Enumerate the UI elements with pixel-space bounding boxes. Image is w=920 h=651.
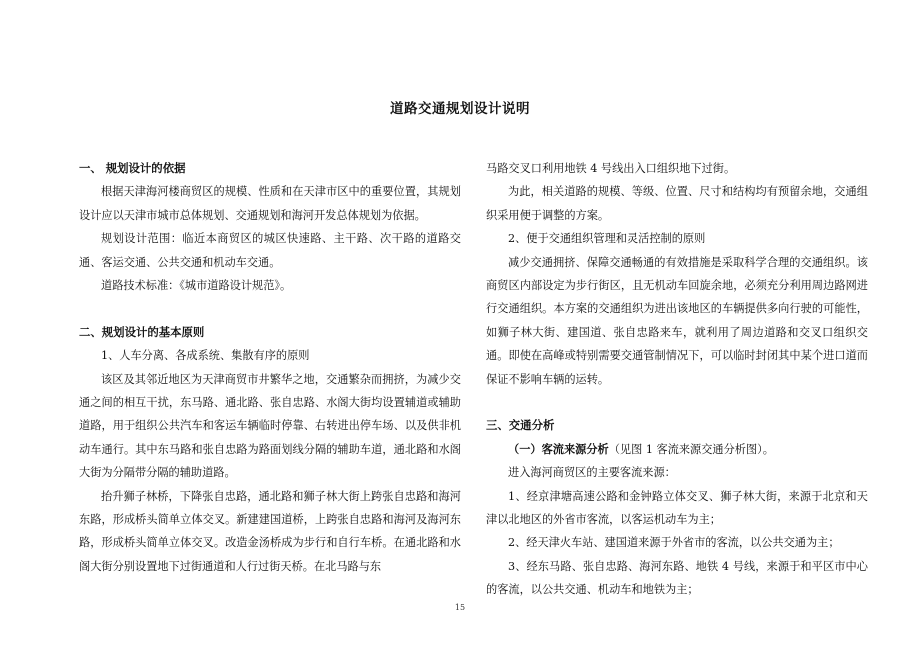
spacer [79, 297, 461, 320]
paragraph: 1、人车分离、各成系统、集散有序的原则 [101, 349, 310, 363]
paragraph: 抬升狮子林桥，下降张自忠路，通北路和狮子林大街上跨张自忠路和海河东路，形成桥头简单立体交叉。新建建国道桥，上跨张自忠路和海河及海河东路，形成桥头简单立体交叉。改造金汤桥成为步行和自行车桥。在通北路和水阁大街分别设置地下过街通道和人行过街天桥。在北马路与东 [79, 489, 461, 573]
subsection-title: （一）客流来源分析 [508, 442, 609, 456]
spacer [486, 391, 868, 414]
paragraph: 1、经京津塘高速公路和金钟路立体交叉、狮子林大街，来源于北京和天津以北地区的外省市客流，以客运机动车为主； [486, 489, 868, 527]
subsection-heading [486, 438, 868, 461]
subsection-note: （见图 1 客流来源交通分析图）。 [608, 442, 774, 456]
paragraph: 该区及其邻近地区为天津商贸市井繁华之地，交通繁杂而拥挤，为减少交通之间的相互干扰，东马路、通北路、张自忠路、水阁大街均设置辅道或辅助道路，用于组织公共汽车和客运车辆临时停靠、右转进出停车场、以及供非机动车通行。其中东马路和张自忠路为路面划线分隔的辅助车道，通北路和水阁大街为分隔带分隔的辅助道路。 [79, 372, 461, 480]
paragraph: 3、经东马路、张自忠路、海河东路、地铁 4 号线，来源于和平区市中心的客流，以公共交通、机动车和地铁为主； [486, 559, 868, 597]
paragraph: 道路技术标准：《城市道路设计规范》。 [101, 279, 292, 293]
paragraph: 减少交通拥挤、保障交通畅通的有效措施是采取科学合理的交通组织。该商贸区内部设定为步行街区，且无机动车回旋余地，必须充分利用周边路网进行交通组织。本方案的交通组织为进出该地区的车辆提供多向行驶的可能性，如狮子林大街、建国道、张自忠路来车，就利用了周边道路和交叉口组织交通。即使在高峰或特别需要交通管制情况下，可以临时封闭其中某个进口道而保证不影响车辆的运转。 [486, 255, 868, 386]
paragraph: 2、便于交通组织管理和灵活控制的原则 [508, 232, 706, 246]
section-heading-1: 一、 规划设计的依据 [79, 161, 186, 175]
section-heading-3: 三、交通分析 [486, 418, 555, 433]
paragraph: 2、经天津火车站、建国道来源于外省市的客流，以公共交通为主； [508, 536, 840, 550]
page-number: 15 [454, 603, 466, 612]
section-heading-2: 二、规划设计的基本原则 [79, 324, 205, 339]
paragraph: 为此，相关道路的规模、等级、位置、尺寸和结构均有预留余地，交通组织采用便于调整的方案。 [486, 185, 868, 222]
paragraph: 马路交叉口利用地铁 4 号线出入口组织地下过街。 [486, 162, 736, 175]
page-title: 道路交通规划设计说明 [390, 101, 530, 117]
right-column [486, 157, 868, 602]
left-column [79, 157, 461, 578]
paragraph: 进入海河商贸区的主要客流来源： [508, 466, 676, 480]
paragraph: 规划设计范围：临近本商贸区的城区快速路、主干路、次干路的道路交通、客运交通、公共交通和机动车交通。 [79, 232, 461, 269]
paragraph: 根据天津海河楼商贸区的规模、性质和在天津市区中的重要位置，其规划设计应以天津市城市总体规划、交通规划和海河开发总体规划为依据。 [79, 185, 461, 222]
